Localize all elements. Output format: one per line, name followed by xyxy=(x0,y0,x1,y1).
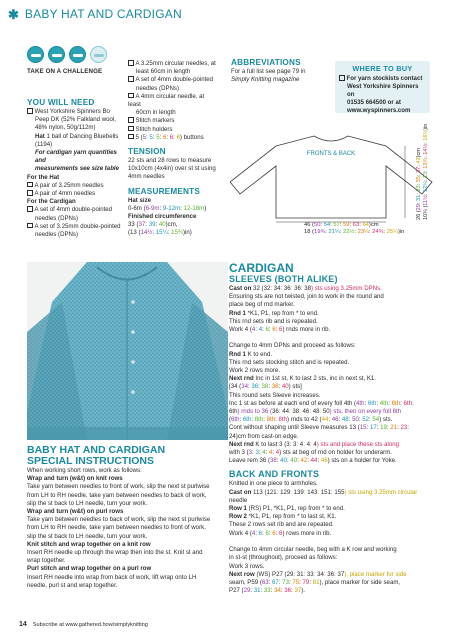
material-item: Stitch markers xyxy=(135,117,175,125)
instruction-line xyxy=(229,538,439,546)
circumference-label: Finished circumference xyxy=(128,213,197,221)
instruction-line: wrap together. xyxy=(27,557,66,565)
page-footer xyxy=(19,621,439,628)
checkbox-icon xyxy=(27,190,33,196)
instruction-line: This rnd sets stocking stitch and is repeated. xyxy=(229,358,350,366)
abbreviations-text: Simply Knitting magazine xyxy=(231,76,300,84)
asterisk-icon: ✱ xyxy=(8,6,19,22)
instruction-line: P27 (29: 31: 33: 34: 36: 37). xyxy=(229,587,305,595)
instruction-line: Knitted in one piece to armholes. xyxy=(229,480,318,488)
instruction-line: Next rnd Inc in 1st st, K to last 2 sts, inc in next st, K1. xyxy=(229,375,376,383)
instruction-line: needle, purl st and wrap together. xyxy=(27,581,118,589)
instruction-line: with 3 (3: 3: 4: 4: 4) sts at beg of rnd on holder for underarm. xyxy=(229,449,392,457)
cardigan-item: needles (DPNs) xyxy=(35,214,79,222)
special-instructions-text xyxy=(27,467,227,590)
hat-size-values: 0-6m (6-9m: 9-12m: 12-18m) xyxy=(128,204,207,212)
instruction-line: Change to 4mm DPNs and proceed as follows: xyxy=(229,342,356,350)
instruction-line: 6th) rnds to 36 (36: 44: 38: 46: 48: 50) sts, then on every foll 6th xyxy=(229,408,402,416)
instruction-line: Rnd 1 *K1, P1, rep from * to end. xyxy=(229,309,319,317)
instruction-line: This round sets Sleeve increases. xyxy=(229,391,321,399)
material-item: 60cm in length xyxy=(136,109,176,117)
checkbox-icon xyxy=(339,75,345,81)
yarn-ball-icon xyxy=(48,46,65,63)
for-hat-label: For the Hat xyxy=(27,173,60,181)
instruction-line: Take yarn between needles to front of work, slip the next st purlwise xyxy=(27,483,210,491)
where-to-buy-text: West Yorkshire Spinners on xyxy=(347,83,419,98)
cardigan-title: CARDIGAN xyxy=(229,261,294,275)
instruction-subheading: Wrap and turn (w&t) on purl rows xyxy=(27,508,124,516)
tension-text: 22 sts and 28 rows to measure 10x10cm (4x4in) over st st using 4mm needles xyxy=(128,157,216,181)
yarn-ball-empty-icon xyxy=(90,46,107,63)
where-to-buy-website[interactable]: www.wyspinners.com xyxy=(347,107,411,114)
extra-materials-list xyxy=(128,60,218,142)
checkbox-icon xyxy=(27,108,33,114)
page-number: 14 xyxy=(19,621,27,628)
instruction-line: Work 3 rows. xyxy=(229,562,265,570)
instruction-line: place beg of rnd marker. xyxy=(229,301,295,309)
instruction-line: Leave rem 36 (38: 40: 40: 42: 44: 46) sts on a holder for Yoke. xyxy=(229,457,397,465)
instruction-line: [34 (34: 36: 38: 38: 40) sts] xyxy=(229,383,302,391)
instruction-line: These 2 rows set rib and are repeated. xyxy=(229,521,334,529)
checkbox-icon xyxy=(27,206,33,212)
instruction-line: Insert RH needle into wrap from back of work, lift wrap onto LH xyxy=(27,573,197,581)
garment-schematic xyxy=(230,118,440,235)
material-item: A set of 4mm double-pointed xyxy=(135,76,214,84)
instruction-line: Take yarn between needles to back of work, slip the next st purlwise xyxy=(27,516,211,524)
knitted-cardigan-image xyxy=(27,262,228,440)
cardigan-instructions xyxy=(229,262,439,595)
instruction-line: seam, P59 (63: 67: 73: 75: 79: 81), place marker for side seam, xyxy=(229,578,401,586)
checkbox-icon xyxy=(128,117,134,123)
buttons-line: 5 (5: 5: 5: 6: 6: 6) buttons xyxy=(128,134,218,142)
cardigan-item: A set of 3.25mm double-pointed xyxy=(34,222,121,230)
instruction-line: Ensuring sts are not twisted, join to work in the round and xyxy=(229,293,384,301)
yarn-line: 48% nylon, 50g/112m) xyxy=(35,124,96,132)
you-will-need-section xyxy=(27,98,127,239)
special-instructions xyxy=(27,445,227,590)
checkbox-icon xyxy=(128,60,134,66)
page-title: BABY HAT AND CARDIGAN xyxy=(24,7,182,21)
you-will-need-heading: YOU WILL NEED xyxy=(27,98,95,107)
instruction-line: from LH to RH needle, take yarn between needles to back of work, xyxy=(27,491,207,499)
instruction-line: Cast on 113 (121: 129: 139: 143: 151: 155) sts using 3.25mm circular xyxy=(229,488,418,496)
sleeves-heading: SLEEVES (BOTH ALIKE) xyxy=(229,274,338,284)
for-cardigan-label: For the Cardigan xyxy=(27,198,76,206)
back-fronts-text xyxy=(229,480,439,595)
checkbox-icon xyxy=(128,93,134,99)
instruction-line: Change to 4mm circular needle, beg with a K row and working xyxy=(229,546,397,554)
measurements-heading: MEASUREMENTS xyxy=(128,186,200,196)
footer-subscribe-text[interactable]: Subscribe at www.gathered.how/simplyknitting xyxy=(32,622,148,628)
instruction-line: Cont without shaping until Sleeve measures 13 (15: 17: 19: 21: 23: xyxy=(229,424,409,432)
back-fronts-heading: BACK AND FRONTS xyxy=(229,469,320,480)
materials-column xyxy=(128,60,218,238)
yarn-ball-icon xyxy=(27,46,44,63)
challenge-label: TAKE ON A CHALLENGE xyxy=(27,68,103,75)
instruction-subheading: Purl stitch and wrap together on a purl row xyxy=(27,565,152,573)
tension-heading: TENSION xyxy=(128,147,166,157)
cardigan-item: needles (DPNs) xyxy=(35,231,79,239)
checkbox-icon xyxy=(128,126,134,132)
instruction-line: When working short rows, work as follows: xyxy=(27,467,142,474)
cardigan-outline xyxy=(230,136,432,218)
instruction-line: (6th: 6th: 8th: 8th: 8th) rnds to 42 (44: 46: 48: 50: 52: 54) sts. xyxy=(229,416,393,424)
abbreviations-section xyxy=(231,58,331,84)
where-to-buy-title: WHERE TO BUY xyxy=(352,64,413,73)
note-line: measurements see size table xyxy=(35,165,120,173)
material-item: least 60cm in length xyxy=(136,68,191,76)
instruction-line: slip the st back to LH needle, turn your work. xyxy=(27,499,148,507)
width-measurements: 46 (50: 54: 57: 59: 63: 64)cm 18 (19¾: 21¼: 22½: 23¼: 24¾: 25¼)in xyxy=(304,222,405,235)
cardigan-outline-diagram xyxy=(230,118,440,224)
circumference-cm: 33 (37: 39: 40)cm, xyxy=(128,221,178,229)
hat-label: Hat xyxy=(35,132,45,140)
special-instructions-title: SPECIAL INSTRUCTIONS xyxy=(27,455,154,467)
note-line: For cardigan yarn quantities and xyxy=(35,149,117,165)
material-item: A 4mm circular needle, at least xyxy=(128,92,205,109)
instruction-line: needle xyxy=(229,496,248,504)
page-header xyxy=(8,6,448,22)
instruction-line: slip the st back to LH needle, turn your work. xyxy=(27,532,148,540)
sleeves-text xyxy=(229,285,439,465)
yarn-ball-icon xyxy=(69,46,86,63)
checkbox-icon xyxy=(128,76,134,82)
instruction-line: in st-st (throughout), proceed as follows: xyxy=(229,554,338,562)
challenge-rating xyxy=(27,46,117,75)
instruction-line: Work 4 (4: 6: 6: 6: 6) rows more in rib. xyxy=(229,529,332,537)
instruction-line: This rnd sets rib and is repeated. xyxy=(229,317,318,325)
where-to-buy-phone: 01535 664500 or at xyxy=(347,99,401,106)
instruction-line: 24)cm from cast-on edge. xyxy=(229,432,299,440)
yarn-line: Peep DK (52% Falkland wool, xyxy=(35,116,116,124)
hat-size-label: Hat size xyxy=(128,196,152,204)
instruction-line: Next row (WS) P27 (29: 31: 33: 34: 36: 37), place marker for side xyxy=(229,570,407,578)
hat-item: A pair of 4mm needles xyxy=(34,190,96,198)
instruction-line: Work 2 rows more. xyxy=(229,367,281,375)
length-measurements: 26 (29: 31: 33: 35: 37: 42)cm 10¼ (11½: 12¼: 13: 13¾: 14½: 16½)in xyxy=(416,123,429,220)
hat-yarn: 1 ball of Dancing Bluebells xyxy=(44,132,119,140)
instruction-subheading: Wrap and turn (w&t) on knit rows xyxy=(27,475,123,483)
cardigan-photo xyxy=(27,262,228,440)
where-to-buy-text: For yarn stockists contact xyxy=(346,75,423,82)
instruction-line xyxy=(229,334,439,342)
instruction-line: Work 4 (4: 4: 6: 6: 6) rnds more in rib. xyxy=(229,326,331,334)
material-item: needles (DPNs) xyxy=(136,84,180,92)
cardigan-item: A set of 4mm double-pointed xyxy=(34,206,113,214)
yarn-line: West Yorkshire Spinners Bo xyxy=(34,108,110,115)
instruction-line: Inc 1 st as before at each end of every foll 4th (4th: 6th: 4th: 6th: 6th: xyxy=(229,399,414,407)
material-item: Stitch holders xyxy=(135,125,173,133)
checkbox-icon xyxy=(128,134,134,140)
difficulty-yarn-balls xyxy=(27,46,117,63)
instruction-line: Rnd 1 K to end. xyxy=(229,350,273,358)
circumference-in: (13 (14½: 15¼: 15¾)in) xyxy=(128,229,192,237)
instruction-line: Cast on 32 (32: 34: 36: 36: 38) sts using 3.25mm DPNs. xyxy=(229,285,382,292)
instruction-line: Row 2 *K1, P1, rep from * to last st, K1. xyxy=(229,513,337,521)
instruction-line: from LH to RH needle, take yarn between needles to front of work, xyxy=(27,524,206,532)
hat-cardigan-title: BABY HAT AND CARDIGAN xyxy=(27,444,166,456)
instruction-line: Row 1 (RS) P1, *K1, P1, rep from * to end. xyxy=(229,505,345,513)
abbreviations-text: For a full list see page 79 in xyxy=(231,68,306,75)
abbreviations-heading: ABBREVIATIONS xyxy=(231,58,301,67)
material-item: A 3.25mm circular needles, at xyxy=(135,60,216,67)
fronts-back-label: FRONTS & BACK xyxy=(306,151,356,157)
instruction-subheading: Knit stitch and wrap together on a knit row xyxy=(27,540,151,548)
instruction-line: Next rnd K to last 3 (3: 3: 4: 4: 4) sts and place these sts along xyxy=(229,440,400,448)
hat-item: A pair of 3.25mm needles xyxy=(34,181,104,189)
checkbox-icon xyxy=(27,223,33,229)
where-to-buy-box xyxy=(335,61,430,113)
yarn-list xyxy=(27,108,127,239)
instruction-line: Insert RH needle up through the wrap then into the st. Knit st and xyxy=(27,549,203,557)
measurements-text xyxy=(128,197,218,238)
hat-yarn-shade: (1194) xyxy=(35,140,53,148)
checkbox-icon xyxy=(27,182,33,188)
